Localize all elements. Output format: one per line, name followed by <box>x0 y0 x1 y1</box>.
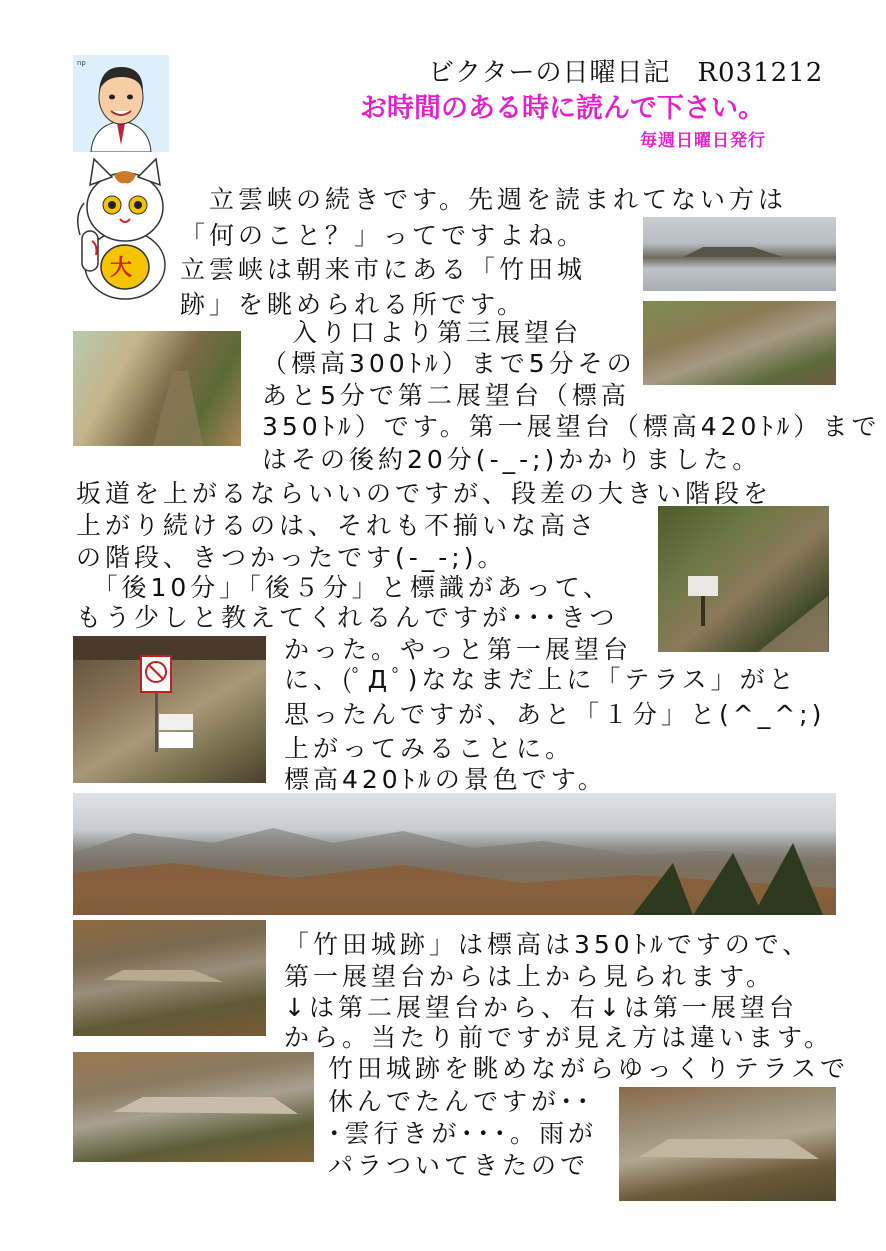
body-line-26: ･雲行きが･･･。雨が <box>328 1119 598 1148</box>
body-line-1: 立雲峡の続きです。先週を読まれてない方は <box>180 185 788 214</box>
body-line-27: パラついてきたので <box>328 1151 590 1180</box>
castle-from-second-observatory-photo <box>73 920 266 1036</box>
body-line-23: から。当たり前ですが見え方は違います。 <box>284 1023 834 1052</box>
body-line-7: あと5分で第二展望台（標高 <box>262 381 630 410</box>
body-line-13: 「後10分」「後５分」と標識があって、 <box>76 573 613 602</box>
castle-ruins-closeup-photo <box>73 1052 314 1162</box>
svg-text:大: 大 <box>110 256 133 281</box>
page-subtitle: お時間のある時に読んで下さい。 <box>360 93 765 124</box>
body-line-18: 上がってみることに。 <box>284 734 575 763</box>
author-avatar <box>73 55 169 152</box>
lucky-cat-illustration <box>72 155 178 300</box>
body-line-14: もう少しと教えてくれるんですが･･･きつ <box>76 603 619 632</box>
body-line-4: 跡」を眺められる所です。 <box>180 290 527 319</box>
body-line-24: 竹田城跡を眺めながらゆっくりテラスで <box>328 1054 850 1083</box>
svg-text:np: np <box>77 59 86 67</box>
body-line-5: 入り口より第三展望台 <box>292 318 583 347</box>
castle-from-first-observatory-photo <box>619 1087 836 1201</box>
body-line-8: 350ﾄﾙ）です。第一展望台（標高420ﾄﾙ）まで <box>262 412 881 441</box>
body-line-20: 「竹田城跡」は標高は350ﾄﾙですので、 <box>284 930 812 959</box>
body-line-6: （標高300ﾄﾙ）まで5分その <box>262 349 636 378</box>
body-line-16: に、(ﾟДﾟ)ななまだ上に「テラス」がと <box>284 665 798 694</box>
body-line-3: 立雲峡は朝来市にある「竹田城 <box>180 255 587 284</box>
publication-note: 毎週日曜日発行 <box>640 131 766 151</box>
body-line-22: ↓は第二展望台から、右↓は第一展望台 <box>284 993 798 1022</box>
body-line-19: 標高420ﾄﾙの景色です。 <box>284 765 607 794</box>
trail-stairs-photo <box>73 331 241 446</box>
stone-steps-signpost-photo <box>658 506 829 652</box>
body-line-15: かった。やっと第一展望台 <box>284 635 633 664</box>
body-line-25: 休んでたんですが･･ <box>328 1087 594 1116</box>
warning-sign-photo <box>73 636 266 783</box>
mountain-panorama-photo <box>73 793 836 915</box>
castle-sea-of-clouds-photo <box>643 217 836 291</box>
castle-ruins-photo <box>643 301 836 385</box>
body-line-2: 「何のこと？」ってですよね。 <box>180 221 587 250</box>
body-line-9: はその後約20分(-_-;)かかりました。 <box>262 445 762 474</box>
body-line-11: 上がり続けるのは、それも不揃いな高さ <box>76 511 599 540</box>
body-line-17: 思ったんですが、あと「１分」と(^_^;) <box>284 700 826 729</box>
body-line-21: 第一展望台からは上から見られます。 <box>284 962 776 991</box>
body-line-12: の階段、きつかったです(-_-;)。 <box>76 543 507 572</box>
page-title: ビクターの日曜日記 R031212 <box>428 58 824 88</box>
body-line-10: 坂道を上がるならいいのですが、段差の大きい階段を <box>76 479 773 508</box>
